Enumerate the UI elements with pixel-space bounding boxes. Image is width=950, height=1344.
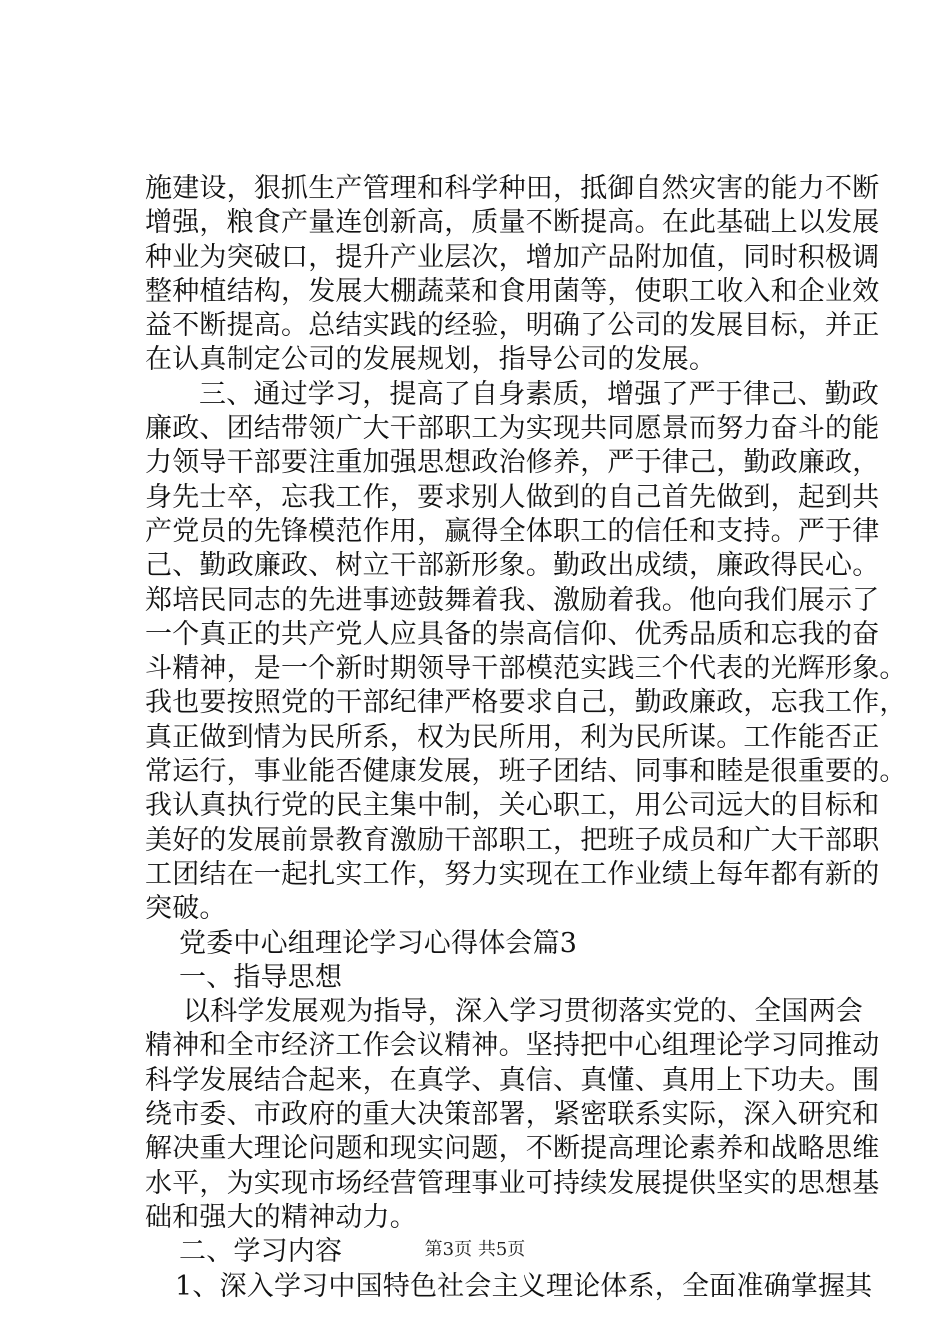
text-line: 水平，为实现市场经营管理事业可持续发展提供坚实的思想基 [145, 1167, 880, 1199]
text-line: 斗精神，是一个新时期领导干部模范实践三个代表的光辉形象。 [145, 653, 907, 685]
text-line: 产党员的先锋模范作用，赢得全体职工的信任和支持。严于律 [145, 515, 880, 547]
text-line: 真正做到情为民所系，权为民所用，利为民所谋。工作能否正 [145, 721, 880, 753]
text-line: 绕市委、市政府的重大决策部署，紧密联系实际，深入研究和 [145, 1099, 880, 1131]
document-body [145, 172, 907, 1304]
page-footer [0, 1238, 950, 1262]
text-line: 我认真执行党的民主集中制，关心职工，用公司远大的目标和 [145, 790, 880, 822]
text-line: 己、勤政廉政、树立干部新形象。勤政出成绩，廉政得民心。 [145, 550, 880, 582]
paragraph-start-line: 1、深入学习中国特色社会主义理论体系，全面准确掌握其 [175, 1270, 873, 1302]
section-subheading: 一、指导思想 [179, 961, 343, 993]
text-line: 常运行，事业能否健康发展，班子团结、同事和睦是很重要的。 [145, 756, 907, 788]
paragraph-start-line: 以科学发展观为指导，深入学习贯彻落实党的、全国两会 [183, 996, 863, 1028]
text-line: 益不断提高。总结实践的经验，明确了公司的发展目标，并正 [145, 310, 880, 342]
text-line: 我也要按照党的干部纪律严格要求自己，勤政廉政，忘我工作， [145, 687, 907, 719]
text-line: 工团结在一起扎实工作，努力实现在工作业绩上每年都有新的 [145, 858, 880, 890]
text-line: 精神和全市经济工作会议精神。坚持把中心组理论学习同推动 [145, 1030, 880, 1062]
text-line: 一个真正的共产党人应具备的崇高信仰、优秀品质和忘我的奋 [145, 618, 880, 650]
text-line: 础和强大的精神动力。 [145, 1201, 417, 1233]
text-line: 身先士卒，忘我工作，要求别人做到的自己首先做到，起到共 [145, 481, 880, 513]
paragraph-start-line: 三、通过学习，提高了自身素质，增强了严于律己、勤政 [199, 378, 879, 410]
text-line: 解决重大理论问题和现实问题，不断提高理论素养和战略思维 [145, 1133, 880, 1165]
text-line: 郑培民同志的先进事迹鼓舞着我、激励着我。他向我们展示了 [145, 584, 880, 616]
text-line: 科学发展结合起来，在真学、真信、真懂、真用上下功夫。围 [145, 1064, 880, 1096]
text-line: 突破。 [145, 893, 227, 925]
section-subheading: 二、学习内容 [179, 1236, 343, 1268]
text-line: 种业为突破口，提升产业层次，增加产品附加值，同时积极调 [145, 241, 880, 273]
text-line: 在认真制定公司的发展规划，指导公司的发展。 [145, 344, 717, 376]
text-line: 增强，粮食产量连创新高，质量不断提高。在此基础上以发展 [145, 207, 880, 239]
text-line: 施建设，狠抓生产管理和科学种田，抵御自然灾害的能力不断 [145, 173, 880, 204]
text-line: 廉政、团结带领广大干部职工为实现共同愿景而努力奋斗的能 [145, 413, 880, 445]
page-number-label: 第3页 共5页 [424, 1239, 526, 1260]
text-line: 美好的发展前景教育激励干部职工，把班子成员和广大干部职 [145, 824, 880, 856]
text-line: 力领导干部要注重加强思想政治修养，严于律己，勤政廉政， [145, 447, 880, 479]
section-heading: 党委中心组理论学习心得体会篇3 [179, 927, 578, 959]
text-line: 整种植结构，发展大棚蔬菜和食用菌等，使职工收入和企业效 [145, 275, 880, 307]
